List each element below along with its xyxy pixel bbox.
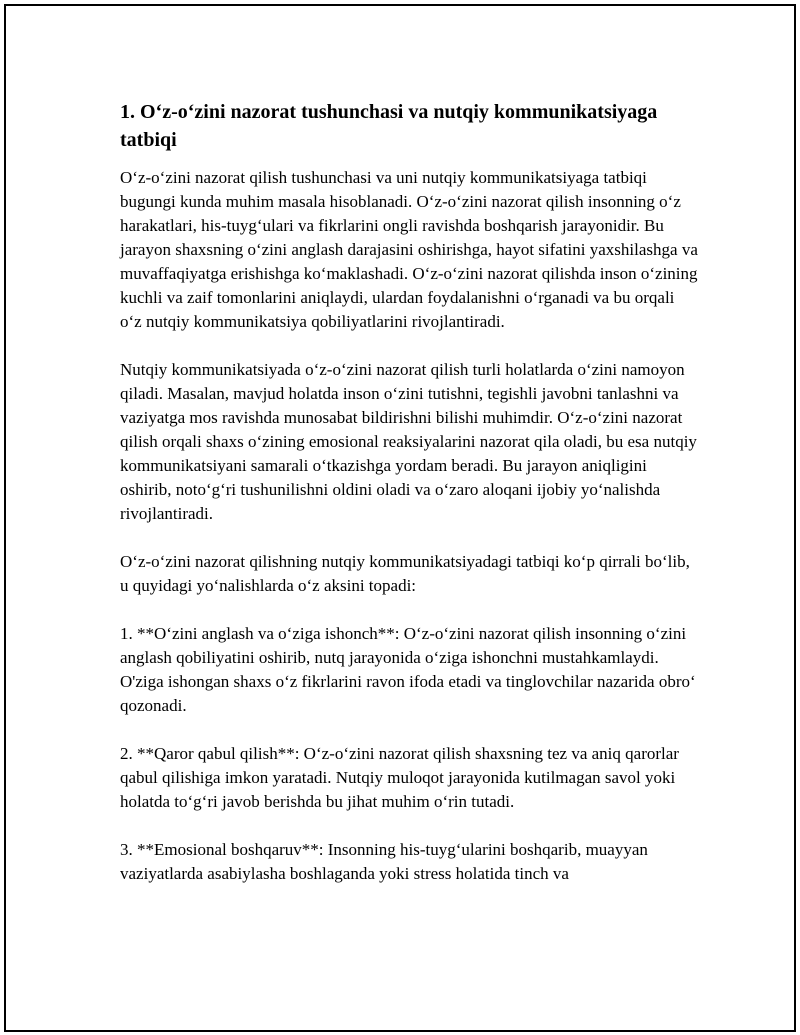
paragraph-directions: O‘z-o‘zini nazorat qilishning nutqiy kommunikatsiyadagi tatbiqi ko‘p qirrali bo‘lib, u quyidagi yo‘nalishlarda o‘z aksini topadi:: [120, 552, 690, 595]
section-heading: 1. O‘z-o‘zini nazorat tushunchasi va nutqiy kommunikatsiyaga tatbiqi: [120, 101, 658, 151]
paragraph-intro: O‘z-o‘zini nazorat qilish tushunchasi va uni nutqiy kommunikatsiyaga tatbiqi bugungi kunda muhim masala hisoblanadi. O‘z-o‘zini nazorat qilish insonning o‘z harakatlari, his-tuyg‘ulari va fikrlarini ongli ravishda boshqarish jarayonidir. Bu jarayon shaxsning o‘zini anglash darajasini oshirishga, hayot sifatini yaxshilashga va muvaffaqiyatga erishishga ko‘maklashadi. O‘z-o‘zini nazorat qilishda inson o‘zining kuchli va zaif tomonlarini aniqlaydi, ulardan foydalanishni o‘rganadi va bu orqali o‘z nutqiy kommunikatsiya qobiliyatlarini rivojlantiradi.: [120, 168, 698, 331]
list-item-emotional-control: 3. **Emosional boshqaruv**: Insonning his-tuyg‘ularini boshqarib, muayyan vaziyatlarda asabiylasha boshlaganda yoki stress holatida tinch va: [120, 840, 648, 883]
document-body: [120, 98, 700, 910]
page-frame: [4, 4, 796, 1032]
list-item-decision-making: 2. **Qaror qabul qilish**: O‘z-o‘zini nazorat qilish shaxsning tez va aniq qarorlar qabul qilishiga imkon yaratadi. Nutqiy muloqot jarayonida kutilmagan savol yoki holatda to‘g‘ri javob berishda bu jihat muhim o‘rin tutadi.: [120, 744, 679, 811]
list-item-self-awareness: 1. **O‘zini anglash va o‘ziga ishonch**: O‘z-o‘zini nazorat qilish insonning o‘zini anglash qobiliyatini oshirib, nutq jarayonida o‘ziga ishonchni mustahkamlaydi. O'ziga ishongan shaxs o‘z fikrlarini ravon ifoda etadi va tinglovchilar nazarida obro‘ qozonadi.: [120, 624, 696, 715]
paragraph-communication: Nutqiy kommunikatsiyada o‘z-o‘zini nazorat qilish turli holatlarda o‘zini namoyon qiladi. Masalan, mavjud holatda inson o‘zini tutishni, tegishli javobni tanlashni va vaziyatga mos ravishda munosabat bildirishni bilishi muhimdir. O‘z-o‘zini nazorat qilish orqali shaxs o‘zining emosional reaksiyalarini nazorat qila oladi, bu esa nutqiy kommunikatsiyani samarali o‘tkazishga yordam beradi. Bu jarayon aniqligini oshirib, noto‘g‘ri tushunilishni oldini oladi va o‘zaro aloqani ijobiy yo‘nalishda rivojlantiradi.: [120, 360, 697, 523]
